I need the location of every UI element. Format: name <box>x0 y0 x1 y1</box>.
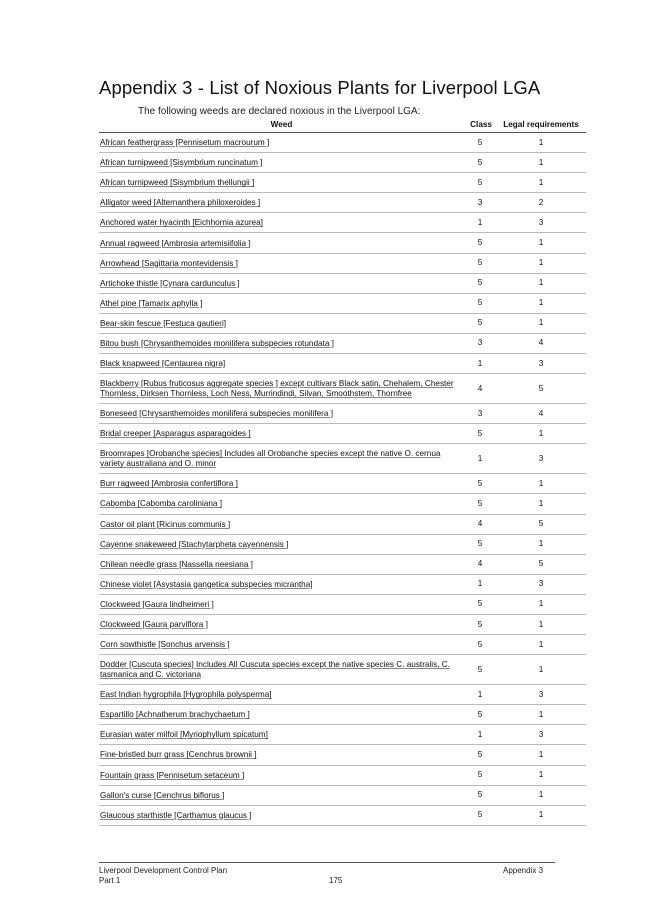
legal-requirement-cell: 1 <box>496 785 586 805</box>
class-cell: 5 <box>464 273 496 293</box>
class-cell: 5 <box>464 474 496 494</box>
weed-cell: Clockweed [Gaura lindheimeri ] <box>99 594 464 614</box>
class-cell: 3 <box>464 193 496 213</box>
class-cell: 3 <box>464 333 496 353</box>
weed-cell: Corn sowthistle [Sonchus arvensis ] <box>99 635 464 655</box>
weed-cell: Clockweed [Gaura parviflora ] <box>99 614 464 634</box>
table-row <box>99 474 586 494</box>
weed-cell: Burr ragweed [Ambrosia confertiflora ] <box>99 474 464 494</box>
class-cell: 5 <box>464 745 496 765</box>
legal-requirement-cell: 1 <box>496 253 586 273</box>
legal-requirement-cell: 1 <box>496 474 586 494</box>
legal-requirement-cell: 1 <box>496 705 586 725</box>
legal-requirement-cell: 1 <box>496 424 586 444</box>
table-row <box>99 293 586 313</box>
weed-cell: Arrowhead [Sagittaria montevidensis ] <box>99 253 464 273</box>
weed-cell: Alligator weed [Alternanthera philoxeroides ] <box>99 193 464 213</box>
class-cell: 5 <box>464 293 496 313</box>
class-cell: 5 <box>464 173 496 193</box>
footer-part: Part 1 <box>99 876 121 885</box>
class-cell: 1 <box>464 213 496 233</box>
table-row <box>99 514 586 534</box>
weed-cell: Chinese violet [Asystasia gangetica subspecies micrantha] <box>99 574 464 594</box>
table-row <box>99 313 586 333</box>
class-cell: 1 <box>464 354 496 374</box>
weed-cell: African turnipweed [Sisymbrium thellungii ] <box>99 173 464 193</box>
table-row <box>99 354 586 374</box>
class-cell: 1 <box>464 725 496 745</box>
table-row <box>99 685 586 705</box>
class-cell: 4 <box>464 514 496 534</box>
legal-requirement-cell: 1 <box>496 293 586 313</box>
class-cell: 5 <box>464 594 496 614</box>
footer-divider <box>99 862 555 863</box>
table-row <box>99 233 586 253</box>
class-cell: 5 <box>464 233 496 253</box>
legal-requirement-cell: 4 <box>496 404 586 424</box>
column-header-weed: Weed <box>99 118 464 133</box>
table-row <box>99 805 586 825</box>
weed-cell: East Indian hygrophila [Hygrophila polysperma] <box>99 685 464 705</box>
legal-requirement-cell: 1 <box>496 273 586 293</box>
table-row <box>99 725 586 745</box>
legal-requirement-cell: 1 <box>496 313 586 333</box>
weed-cell: Fountain grass [Pennisetum setaceum ] <box>99 765 464 785</box>
footer-document-title: Liverpool Development Control Plan <box>99 866 228 875</box>
legal-requirement-cell: 1 <box>496 655 586 685</box>
table-row <box>99 494 586 514</box>
table-row <box>99 635 586 655</box>
class-cell: 5 <box>464 424 496 444</box>
table-row <box>99 253 586 273</box>
weed-cell: Castor oil plant [Ricinus communis ] <box>99 514 464 534</box>
table-body <box>99 133 586 826</box>
legal-requirement-cell: 1 <box>496 745 586 765</box>
legal-requirement-cell: 3 <box>496 574 586 594</box>
legal-requirement-cell: 5 <box>496 514 586 534</box>
table-row <box>99 554 586 574</box>
legal-requirement-cell: 1 <box>496 494 586 514</box>
class-cell: 5 <box>464 153 496 173</box>
legal-requirement-cell: 1 <box>496 173 586 193</box>
class-cell: 5 <box>464 655 496 685</box>
table-row <box>99 424 586 444</box>
class-cell: 5 <box>464 313 496 333</box>
legal-requirement-cell: 5 <box>496 374 586 404</box>
noxious-weeds-table <box>99 118 586 826</box>
class-cell: 4 <box>464 554 496 574</box>
weed-cell: Eurasian water milfoil [Myriophyllum spicatum] <box>99 725 464 745</box>
legal-requirement-cell: 1 <box>496 614 586 634</box>
class-cell: 5 <box>464 614 496 634</box>
class-cell: 5 <box>464 635 496 655</box>
legal-requirement-cell: 1 <box>496 635 586 655</box>
page-number: 175 <box>329 876 343 885</box>
table-row <box>99 705 586 725</box>
weed-cell: Black knapweed [Centaurea nigra] <box>99 354 464 374</box>
weed-cell: Broomrapes [Orobanche species] Includes all Orobanche species except the native O. cernua variety australiana and O. minor <box>99 444 464 474</box>
class-cell: 5 <box>464 805 496 825</box>
page-title: Appendix 3 - List of Noxious Plants for Liverpool LGA <box>99 77 541 98</box>
weed-cell: Anchored water hyacinth [Eichhornia azurea] <box>99 213 464 233</box>
column-header-legal: Legal requirements <box>496 118 586 133</box>
legal-requirement-cell: 3 <box>496 213 586 233</box>
weed-cell: Bear-skin fescue [Festuca gautieri] <box>99 313 464 333</box>
table-row <box>99 765 586 785</box>
table-row <box>99 594 586 614</box>
legal-requirement-cell: 4 <box>496 333 586 353</box>
weed-cell: Athel pine [Tamarix aphylla ] <box>99 293 464 313</box>
class-cell: 5 <box>464 785 496 805</box>
legal-requirement-cell: 1 <box>496 534 586 554</box>
table-row <box>99 333 586 353</box>
table-row <box>99 404 586 424</box>
table-row <box>99 614 586 634</box>
weed-cell: Glaucous starthistle [Carthamus glaucus ] <box>99 805 464 825</box>
weed-cell: Artichoke thistle [Cynara cardunculus ] <box>99 273 464 293</box>
weed-cell: Dodder [Cuscuta species] Includes All Cuscuta species except the native species C. australis, C. tasmanica and C. victoriana <box>99 655 464 685</box>
legal-requirement-cell: 1 <box>496 805 586 825</box>
table-row <box>99 133 586 153</box>
weed-cell: Cayenne snakeweed [Stachytarpheta cayennensis ] <box>99 534 464 554</box>
class-cell: 1 <box>464 685 496 705</box>
weed-cell: Annual ragweed [Ambrosia artemisiifolia ] <box>99 233 464 253</box>
table-row <box>99 153 586 173</box>
weed-cell: Gallon's curse [Cenchrus biflorus ] <box>99 785 464 805</box>
table-header-row <box>99 118 586 133</box>
legal-requirement-cell: 1 <box>496 594 586 614</box>
legal-requirement-cell: 1 <box>496 153 586 173</box>
table-row <box>99 745 586 765</box>
table-row <box>99 193 586 213</box>
table-row <box>99 574 586 594</box>
legal-requirement-cell: 3 <box>496 444 586 474</box>
legal-requirement-cell: 3 <box>496 354 586 374</box>
table-row <box>99 173 586 193</box>
table-row <box>99 534 586 554</box>
weed-cell: Boneseed [Chrysanthemoides monilifera subspecies monilifera ] <box>99 404 464 424</box>
legal-requirement-cell: 3 <box>496 685 586 705</box>
weed-cell: Espartillo [Achnatherum brachychaetum ] <box>99 705 464 725</box>
weed-cell: African feathergrass [Pennisetum macrourum ] <box>99 133 464 153</box>
class-cell: 5 <box>464 534 496 554</box>
table-row <box>99 374 586 404</box>
weed-cell: Bridal creeper [Asparagus asparagoides ] <box>99 424 464 444</box>
intro-text: The following weeds are declared noxious in the Liverpool LGA: <box>138 106 421 117</box>
table-row <box>99 655 586 685</box>
weed-cell: Blackberry [Rubus fruticosus aggregate species ] except cultivars Black satin, Chehalem, Chester Thornless, Dirksen Thornless, Loch Ness, Murrindindi, Silvan, Smoothstem, Thornfree <box>99 374 464 404</box>
class-cell: 5 <box>464 253 496 273</box>
legal-requirement-cell: 1 <box>496 133 586 153</box>
weed-cell: Chilean needle grass [Nassella neesiana ] <box>99 554 464 574</box>
legal-requirement-cell: 3 <box>496 725 586 745</box>
class-cell: 5 <box>464 494 496 514</box>
legal-requirement-cell: 2 <box>496 193 586 213</box>
class-cell: 4 <box>464 374 496 404</box>
footer-appendix: Appendix 3 <box>503 866 544 875</box>
weed-cell: Fine-bristled burr grass [Cenchrus brownii ] <box>99 745 464 765</box>
column-header-class: Class <box>464 118 496 133</box>
table-row <box>99 785 586 805</box>
class-cell: 1 <box>464 574 496 594</box>
class-cell: 5 <box>464 705 496 725</box>
table-row <box>99 273 586 293</box>
table-row <box>99 213 586 233</box>
legal-requirement-cell: 1 <box>496 233 586 253</box>
weed-cell: Cabomba [Cabomba caroliniana ] <box>99 494 464 514</box>
class-cell: 3 <box>464 404 496 424</box>
class-cell: 1 <box>464 444 496 474</box>
legal-requirement-cell: 1 <box>496 765 586 785</box>
class-cell: 5 <box>464 765 496 785</box>
weed-cell: Bitou bush [Chrysanthemoides monilifera subspecies rotundata ] <box>99 333 464 353</box>
legal-requirement-cell: 5 <box>496 554 586 574</box>
weed-cell: African turnipweed [Sisymbrium runcinatum ] <box>99 153 464 173</box>
table-row <box>99 444 586 474</box>
class-cell: 5 <box>464 133 496 153</box>
